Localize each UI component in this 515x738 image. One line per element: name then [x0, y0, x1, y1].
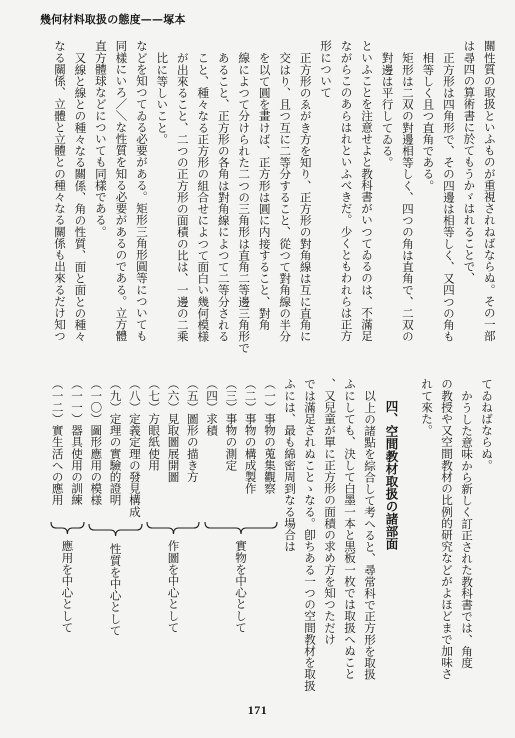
text-column: 以上の諸點を綜合して考へると、尋常科で正方形を取扱	[363, 389, 377, 680]
text-column: 矩形は二双の對邊相等しく、四つの角は直角で、二双の	[400, 51, 415, 342]
text-column: なる關係、立體と立體との種々なる關係も出來るだけ知つ	[53, 40, 67, 342]
list-item: （二）事物の構成製作	[243, 378, 258, 494]
text-column: 交はり、且つ互に二等分すること、從つて對角線の半分	[278, 51, 293, 342]
text-column: れて來た。	[420, 378, 434, 436]
group-label: 性質を中心として	[108, 543, 123, 636]
group-brace	[51, 522, 84, 534]
group-brace	[205, 522, 277, 534]
group-brace	[89, 524, 142, 536]
list-item: （七）方眼紙使用	[147, 378, 162, 471]
group-label: 應用を中心として	[60, 540, 75, 633]
list-item: （三）事物の測定	[224, 378, 239, 471]
text-column: は尋四の算術書に於てもうかゞはれることで、	[462, 40, 477, 284]
list-item: （五）圖形の描き方	[185, 378, 200, 483]
text-column: 直方體球などについても同樣である。	[93, 40, 108, 238]
list-item: （一二）實生活への應用	[50, 378, 65, 506]
group-label: 作圖を中心として	[166, 540, 181, 633]
text-column: 關性質の取扱といふものが重視されねばならぬ。その一部	[482, 40, 497, 342]
list-item: （一一）器具使用の訓練	[70, 378, 84, 506]
text-column: 形について	[319, 40, 334, 98]
text-column: 對邊は平行してゐる。	[380, 51, 395, 168]
text-column: 、又兒童が單に正方形の面積の求め方を知つただけ	[323, 378, 337, 645]
group-brace	[147, 522, 199, 534]
text-column: ふには、最も綿密周到なる場合は	[283, 378, 297, 552]
text-column: 相等しく且つ直角である。	[421, 51, 436, 191]
text-column: 正方形のゑがき方を知り、正方形の對角線は互に直角に	[298, 51, 313, 342]
running-head: 幾何材料取扱の態度——塚本	[40, 13, 186, 26]
text-column: あること、正方形の各角は對角線によつて二等分される	[216, 51, 231, 342]
text-column: かうした意味から新しく訂正された教科書では、角度	[460, 389, 474, 668]
text-column: てゐねばならぬ。	[480, 378, 494, 471]
list-item: （八）定義定理の發見構成	[127, 378, 142, 518]
section-heading: 四、空間教材取扱の諸部面	[384, 400, 399, 550]
text-column: といふことを注意せよと教科書がいつてゐるのは、不滿足	[360, 40, 375, 342]
list-item: （一〇）圖形應用の模様	[89, 378, 104, 506]
text-column: を以て圓を畫けば、正方形は圓に内接すること、對角	[257, 51, 272, 330]
upper-text-block	[53, 40, 497, 352]
list-item: （九）定理の實驗的證明	[108, 378, 123, 506]
list-item: （一）事物の蒐集觀察	[263, 378, 277, 494]
text-column: が出來ること、二つの正方形の面積の比は、一邊の二乘	[175, 51, 190, 342]
list-item: （四）求積	[205, 378, 220, 436]
group-label: 實物を中心として	[234, 540, 248, 633]
text-column: ふにしても、決して白墨一本と黒板一枚では取扱へぬこと	[343, 378, 357, 680]
page-number: 171	[247, 703, 268, 717]
text-column: 又線と線との種々なる關係、角の性質、面と面との種々	[73, 51, 88, 342]
text-column: 線によつて分けられた二つの三角形は直角二等邊三角形で	[237, 51, 252, 354]
text-column: ながらこのあらはれといふべきだ。少くともわれらは正方	[339, 40, 354, 342]
text-column: の教授や又空間教材の比例的研究などがよほどまで加味さ	[440, 378, 454, 680]
text-column: 比に等しいこと。	[155, 51, 170, 145]
text-column: などを知つてゐる必要がある。矩形三角形圓等についても	[134, 40, 149, 342]
text-column: こと、種々なる正方形の組合せによつて面白い幾何模様	[196, 51, 211, 342]
text-column: では滿足されぬことゝなる。卽ちある一つの空間教材を取扱	[303, 378, 317, 692]
list-item: （六）見取圖展開圖	[166, 378, 181, 483]
text-column: 同樣にいろ／＼な性質を知る必要があるのである。立方體	[114, 40, 129, 342]
text-column: 正方形は四角形で、その四邊は相等しく、又四つの角も	[441, 51, 456, 342]
